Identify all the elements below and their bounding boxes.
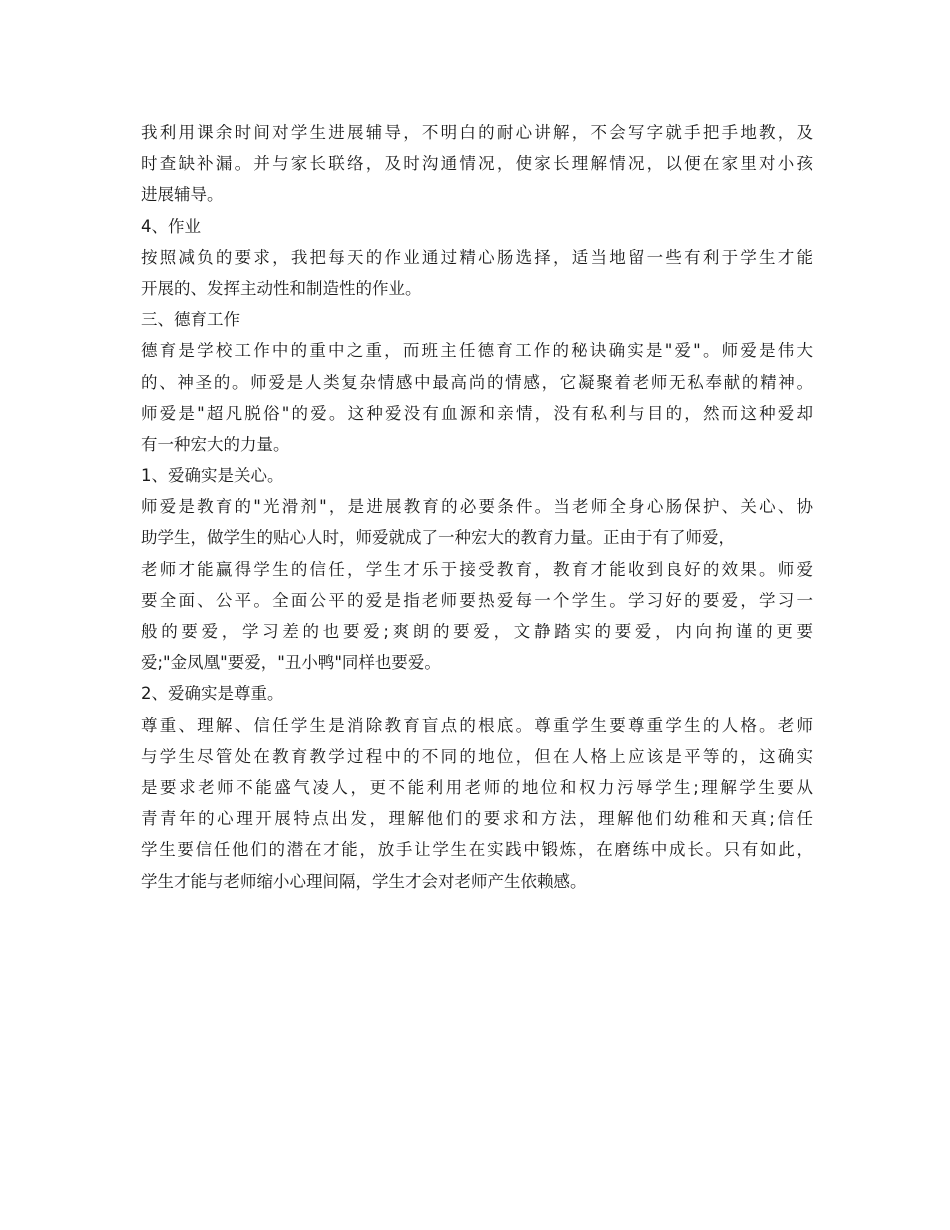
paragraph-line: 是要求老师不能盛气凌人，更不能利用老师的地位和权力污辱学生;理解学生要从: [141, 777, 813, 797]
paragraph-line: 与学生尽管处在教育教学过程中的不同的地位，但在人格上应该是平等的，这确实: [141, 746, 813, 766]
paragraph-line: 老师才能赢得学生的信任，学生才乐于接受教育，教育才能收到良好的效果。师爱: [141, 559, 813, 579]
section-heading: 三、德育工作: [141, 310, 240, 330]
paragraph-line: 有一种宏大的力量。: [141, 434, 290, 454]
paragraph-line: 般的要爱，学习差的也要爱;爽朗的要爱，文静踏实的要爱，内向拘谨的更要: [141, 622, 813, 641]
paragraph-line: 德育是学校工作中的重中之重，而班主任德育工作的秘诀确实是"爱"。师爱是伟大: [141, 341, 813, 361]
paragraph-line: 助学生，做学生的贴心人时，师爱就成了一种宏大的教育力量。正由于有了师爱，: [141, 528, 735, 548]
document-body: [141, 117, 813, 897]
paragraph-line: 按照减负的要求，我把每天的作业通过精心肠选择，适当地留一些有利于学生才能: [141, 247, 813, 267]
paragraph-line: 师爱是教育的"光滑剂"，是进展教育的必要条件。当老师全身心肠保护、关心、协: [141, 497, 813, 517]
section-heading: 2、爱确实是尊重。: [141, 684, 284, 704]
paragraph-line: 我利用课余时间对学生进展辅导，不明白的耐心讲解，不会写字就手把手地教，及: [141, 123, 813, 142]
paragraph-line: 进展辅导。: [141, 185, 224, 205]
paragraph-line: 要全面、公平。全面公平的爱是指老师要热爱每一个学生。学习好的要爱，学习一: [141, 590, 813, 610]
paragraph-line: 学生要信任他们的潜在才能，放手让学生在实践中锻炼，在磨练中成长。只有如此，: [141, 840, 813, 860]
paragraph-line: 的、神圣的。师爱是人类复杂情感中最高尚的情感，它凝聚着老师无私奉献的精神。: [141, 372, 813, 392]
paragraph-line: 尊重、理解、信任学生是消除教育盲点的根底。尊重学生要尊重学生的人格。老师: [141, 715, 813, 735]
paragraph-line: 开展的、发挥主动性和制造性的作业。: [141, 278, 422, 298]
paragraph-line: 青青年的心理开展特点出发，理解他们的要求和方法，理解他们幼稚和天真;信任: [141, 809, 813, 829]
paragraph-line: 爱;"金凤凰"要爱，"丑小鸭"同样也要爱。: [141, 653, 441, 673]
paragraph-line: 时查缺补漏。并与家长联络，及时沟通情况，使家长理解情况，以便在家里对小孩: [141, 154, 813, 174]
section-heading: 4、作业: [141, 216, 201, 236]
paragraph-line: 学生才能与老师缩小心理间隔，学生才会对老师产生依赖感。: [141, 871, 587, 891]
paragraph-line: 师爱是"超凡脱俗"的爱。这种爱没有血源和亲情，没有私利与目的，然而这种爱却: [141, 403, 813, 423]
section-heading: 1、爱确实是关心。: [141, 466, 284, 486]
